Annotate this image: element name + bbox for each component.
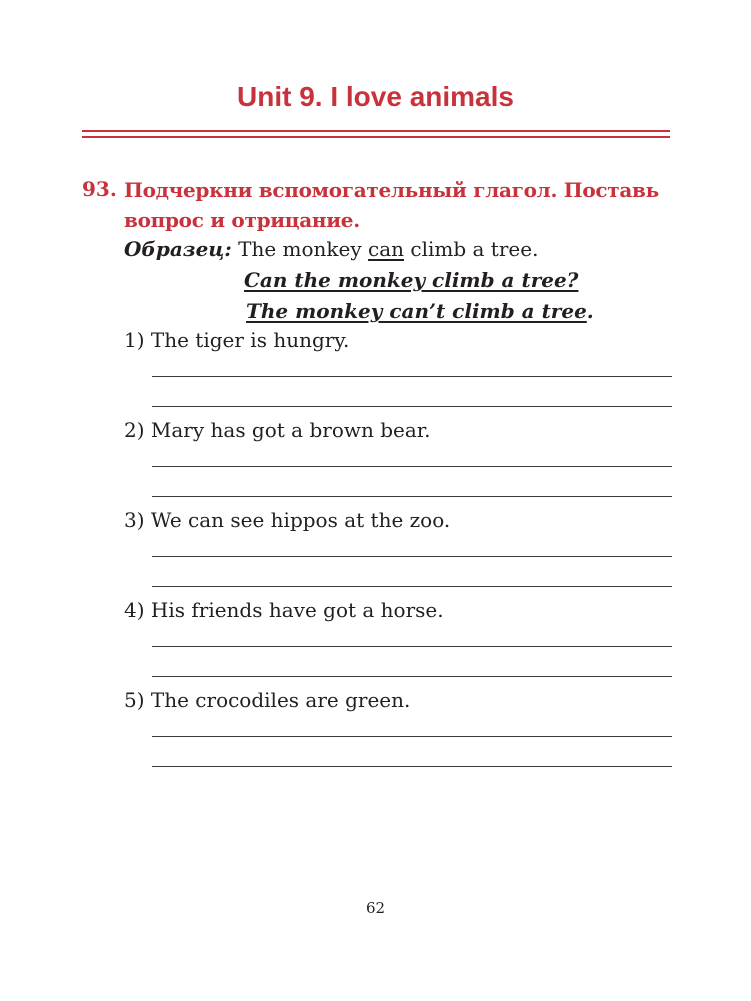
task-number: 5) [124, 688, 145, 712]
task-number: 4) [124, 598, 145, 622]
task-item [124, 506, 450, 534]
sample-question [244, 266, 578, 294]
exercise-instruction: Подчеркни вспомогательный глагол. Поставь вопрос и отрицание. [124, 178, 659, 232]
answer-line[interactable] [152, 496, 672, 497]
answer-line[interactable] [152, 376, 672, 377]
sample-question-text: Can the monkey climb a tree? [244, 268, 579, 292]
answer-line[interactable] [152, 766, 672, 767]
answer-line[interactable] [152, 406, 672, 407]
exercise-number: 93. [82, 177, 117, 201]
sample-negative-text: The monkey can’t climb a tree [246, 299, 587, 323]
task-text: Mary has got a brown bear. [150, 418, 431, 442]
title-rule-bottom [82, 136, 670, 138]
answer-line[interactable] [152, 466, 672, 467]
answer-line[interactable] [152, 646, 672, 647]
task-text: We can see hippos at the zoo. [150, 508, 451, 532]
task-number: 2) [124, 418, 145, 442]
task-text: The crocodiles are green. [150, 688, 411, 712]
sample-sentence [124, 235, 538, 263]
answer-line[interactable] [152, 676, 672, 677]
page-number: 62 [365, 899, 386, 917]
sample-after: climb a tree. [410, 237, 539, 261]
title-rule-top [82, 130, 670, 132]
task-item [124, 596, 444, 624]
task-text: The tiger is hungry. [150, 328, 350, 352]
answer-line[interactable] [152, 556, 672, 557]
task-text: His friends have got a horse. [150, 598, 444, 622]
answer-line[interactable] [152, 736, 672, 737]
sample-negative [246, 297, 594, 325]
task-number: 3) [124, 508, 145, 532]
task-item [124, 686, 410, 714]
sample-negative-period: . [586, 299, 594, 323]
sample-label: Образец: [124, 237, 232, 261]
task-item [124, 326, 349, 354]
answer-line[interactable] [152, 586, 672, 587]
sample-underlined-verb: can [368, 237, 405, 261]
task-item [124, 416, 431, 444]
sample-before: The monkey [238, 237, 362, 261]
unit-title: Unit 9. I love animals [237, 81, 514, 112]
task-number: 1) [124, 328, 145, 352]
